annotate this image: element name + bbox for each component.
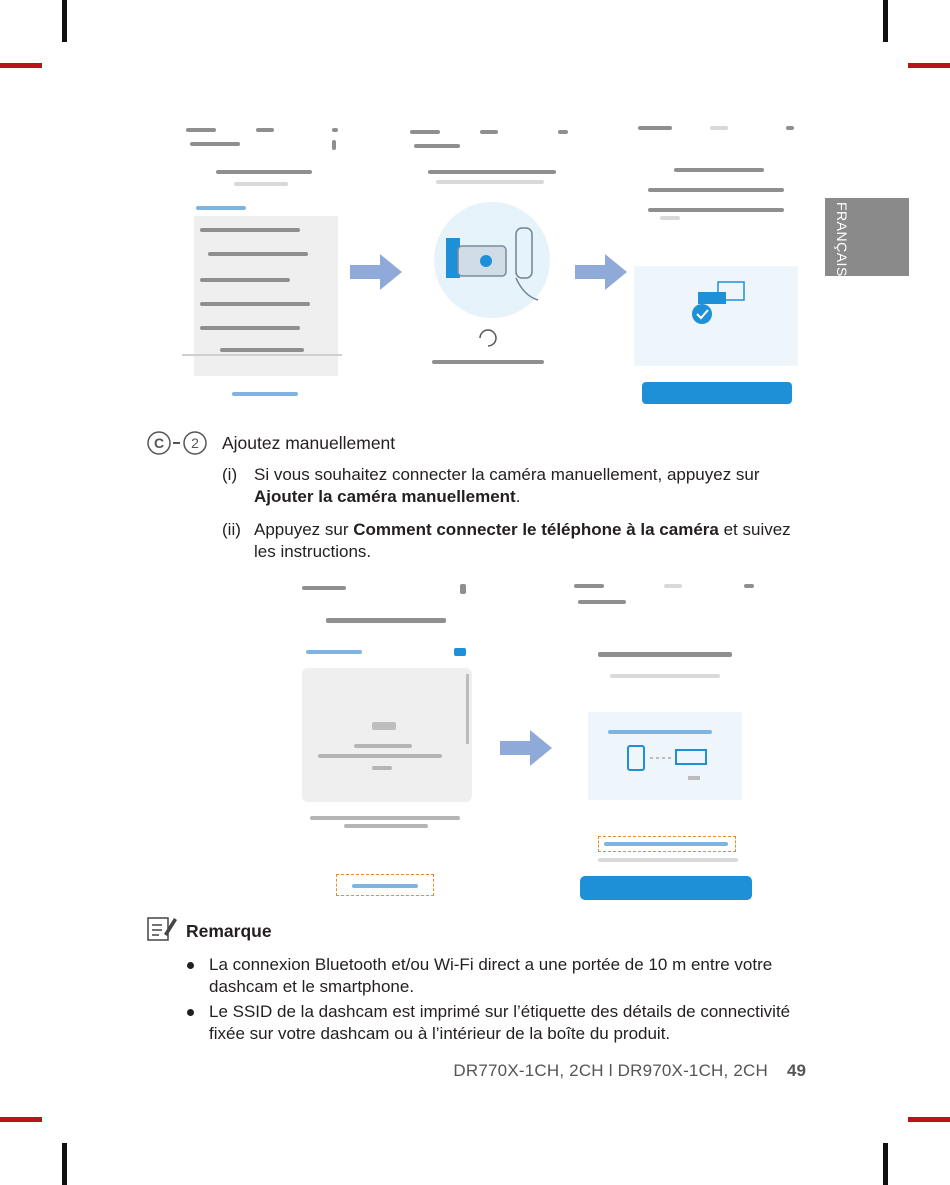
screenshot-wifi-connect bbox=[634, 116, 798, 412]
svg-text:2: 2 bbox=[191, 435, 199, 451]
step-item-text: Si vous souhaitez connecter la caméra manuellement, appuyez sur Ajouter la caméra manuellement. bbox=[254, 465, 760, 506]
right-arrow-icon bbox=[350, 254, 402, 290]
note-pencil-icon bbox=[146, 914, 178, 942]
screenshot-pairing bbox=[406, 122, 572, 378]
loading-icon bbox=[476, 326, 500, 350]
step-title: Ajoutez manuellement bbox=[222, 433, 396, 453]
smartphone-icon bbox=[624, 742, 714, 786]
step-item-index: (ii) bbox=[222, 520, 241, 539]
crop-mark-top-right-horizontal bbox=[908, 63, 950, 68]
note-bullet: La connexion Bluetooth et/ou Wi-Fi direct a une portée de 10 m entre votre dashcam et le smartphone. bbox=[209, 955, 773, 996]
how-to-connect-label: Comment connecter le téléphone à la caméra bbox=[353, 520, 719, 539]
crop-mark-top-left-horizontal bbox=[0, 63, 42, 68]
page-number: 49 bbox=[787, 1061, 806, 1080]
footer-model-text: DR770X-1CH, 2CH l DR970X-1CH, 2CH bbox=[453, 1061, 768, 1080]
step-item-index: (i) bbox=[222, 465, 238, 484]
note-title: Remarque bbox=[186, 921, 272, 941]
add-camera-manually-label: Ajouter la caméra manuellement bbox=[254, 487, 516, 506]
crop-mark-bottom-right-horizontal bbox=[908, 1117, 950, 1122]
right-arrow-icon bbox=[575, 254, 627, 290]
bullet-dot bbox=[187, 1009, 194, 1016]
step-marker-icon bbox=[146, 430, 210, 456]
step-item-text: Appuyez sur Comment connecter le téléphone à la caméra et suivez les instructions. bbox=[254, 520, 791, 561]
svg-text:C: C bbox=[153, 435, 165, 451]
crop-mark-top-left-vertical bbox=[62, 0, 67, 42]
right-arrow-icon bbox=[500, 730, 552, 766]
crop-mark-top-right-vertical bbox=[883, 0, 888, 42]
language-tab bbox=[825, 198, 909, 276]
crop-mark-bottom-left-horizontal bbox=[0, 1117, 42, 1122]
note-bullet: Le SSID de la dashcam est imprimé sur l’étiquette des détails de connectivité fixée sur votre dashcam ou à l’intérieur de la boîte du produit. bbox=[209, 1002, 791, 1043]
screenshot-searching bbox=[296, 578, 476, 904]
screenshot-activate-camera bbox=[568, 578, 758, 908]
crop-mark-bottom-right-vertical bbox=[883, 1143, 888, 1185]
crop-mark-bottom-left-vertical bbox=[62, 1143, 67, 1185]
language-tab-label: FRANÇAIS bbox=[834, 202, 850, 277]
wifi-icon bbox=[684, 278, 754, 328]
dashcam-icon bbox=[432, 200, 552, 320]
bullet-dot bbox=[187, 962, 194, 969]
screenshot-device-list bbox=[182, 122, 342, 412]
